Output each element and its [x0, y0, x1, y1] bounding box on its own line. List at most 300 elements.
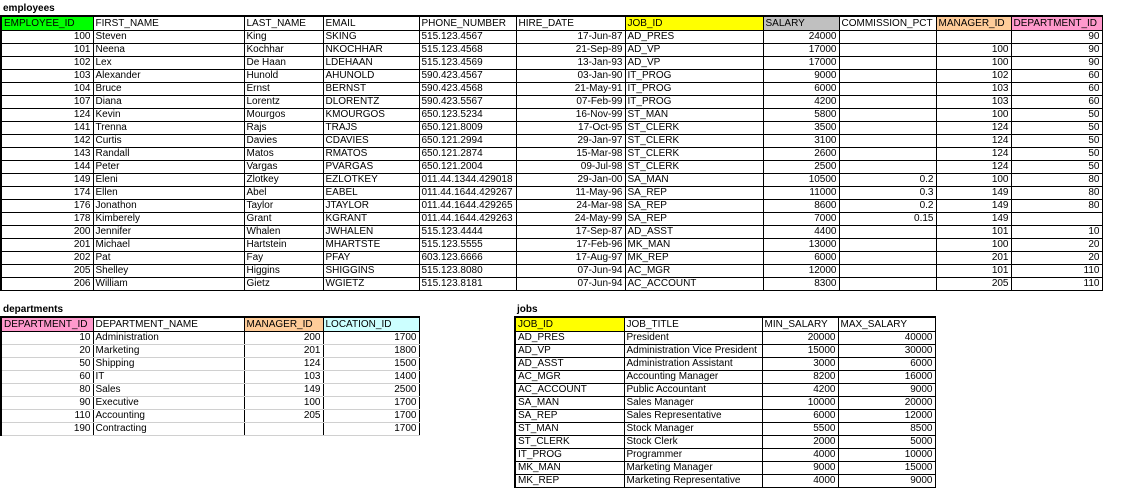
table-cell[interactable]: Lex [93, 57, 244, 70]
table-cell[interactable] [936, 31, 1011, 44]
table-cell[interactable]: AD_VP [625, 44, 763, 57]
table-cell[interactable]: Ellen [93, 187, 244, 200]
table-cell[interactable]: 103 [936, 83, 1011, 96]
table-cell[interactable] [244, 423, 323, 436]
table-cell[interactable]: 144 [1, 161, 93, 174]
table-cell[interactable]: 3500 [763, 122, 839, 135]
employees-header-cell[interactable]: DEPARTMENT_ID [1011, 16, 1102, 31]
table-cell[interactable]: 110 [1, 410, 93, 423]
table-cell[interactable]: 17000 [763, 44, 839, 57]
employees-header-cell[interactable]: EMPLOYEE_ID [1, 16, 93, 31]
table-cell[interactable]: 10 [1, 332, 93, 345]
table-cell[interactable]: MK_REP [625, 252, 763, 265]
table-cell[interactable]: 1700 [323, 423, 419, 436]
departments-header-cell[interactable]: MANAGER_ID [244, 317, 323, 332]
table-cell[interactable]: 8300 [763, 278, 839, 291]
table-cell[interactable]: 201 [1, 239, 93, 252]
table-cell[interactable]: Kevin [93, 109, 244, 122]
table-cell[interactable]: Eleni [93, 174, 244, 187]
table-cell[interactable]: 16-Nov-99 [516, 109, 625, 122]
table-cell[interactable]: 1400 [323, 371, 419, 384]
table-cell[interactable]: IT_PROG [625, 96, 763, 109]
table-cell[interactable] [839, 226, 936, 239]
table-cell[interactable]: Sales Manager [624, 397, 762, 410]
table-cell[interactable]: Ernst [244, 83, 323, 96]
table-cell[interactable]: 30000 [838, 345, 935, 358]
table-cell[interactable]: 50 [1011, 122, 1102, 135]
table-cell[interactable]: AC_MGR [515, 371, 624, 384]
table-cell[interactable]: 100 [1, 31, 93, 44]
table-cell[interactable] [839, 83, 936, 96]
departments-header-cell[interactable]: DEPARTMENT_NAME [93, 317, 244, 332]
table-cell[interactable]: 205 [1, 265, 93, 278]
table-cell[interactable]: AHUNOLD [323, 70, 419, 83]
table-cell[interactable]: 11000 [763, 187, 839, 200]
table-cell[interactable]: 149 [936, 213, 1011, 226]
table-cell[interactable]: 102 [1, 57, 93, 70]
table-cell[interactable]: 17-Sep-87 [516, 226, 625, 239]
departments-header-cell[interactable]: LOCATION_ID [323, 317, 419, 332]
table-cell[interactable]: Fay [244, 252, 323, 265]
table-cell[interactable]: 60 [1, 371, 93, 384]
table-cell[interactable]: 603.123.6666 [419, 252, 516, 265]
table-cell[interactable]: 124 [936, 148, 1011, 161]
table-cell[interactable]: Stock Manager [624, 423, 762, 436]
table-cell[interactable]: Gietz [244, 278, 323, 291]
table-cell[interactable]: IT_PROG [625, 70, 763, 83]
table-cell[interactable]: 650.123.5234 [419, 109, 516, 122]
table-cell[interactable]: 100 [936, 109, 1011, 122]
table-cell[interactable]: PFAY [323, 252, 419, 265]
table-cell[interactable]: Rajs [244, 122, 323, 135]
table-cell[interactable]: Marketing Representative [624, 475, 762, 488]
table-cell[interactable]: 149 [1, 174, 93, 187]
table-cell[interactable]: Vargas [244, 161, 323, 174]
table-cell[interactable]: 24000 [763, 31, 839, 44]
table-cell[interactable]: ST_CLERK [515, 436, 624, 449]
table-cell[interactable]: 101 [936, 265, 1011, 278]
table-cell[interactable]: Contracting [93, 423, 244, 436]
table-cell[interactable] [839, 265, 936, 278]
table-cell[interactable]: ST_MAN [515, 423, 624, 436]
table-cell[interactable]: 50 [1011, 161, 1102, 174]
table-cell[interactable]: 40000 [838, 332, 935, 345]
table-cell[interactable]: Bruce [93, 83, 244, 96]
table-cell[interactable]: 4000 [762, 475, 838, 488]
table-cell[interactable]: 9000 [762, 462, 838, 475]
table-cell[interactable]: Marketing Manager [624, 462, 762, 475]
table-cell[interactable]: Hunold [244, 70, 323, 83]
table-cell[interactable]: 515.123.5555 [419, 239, 516, 252]
table-cell[interactable]: Kimberely [93, 213, 244, 226]
table-cell[interactable]: De Haan [244, 57, 323, 70]
employees-header-cell[interactable]: LAST_NAME [244, 16, 323, 31]
table-cell[interactable]: IT_PROG [625, 83, 763, 96]
table-cell[interactable]: CDAVIES [323, 135, 419, 148]
table-cell[interactable]: AD_PRES [625, 31, 763, 44]
table-cell[interactable]: Alexander [93, 70, 244, 83]
table-cell[interactable]: Higgins [244, 265, 323, 278]
table-cell[interactable]: 103 [1, 70, 93, 83]
table-cell[interactable]: 5800 [763, 109, 839, 122]
table-cell[interactable]: 102 [936, 70, 1011, 83]
table-cell[interactable]: AC_ACCOUNT [515, 384, 624, 397]
employees-header-cell[interactable]: JOB_ID [625, 16, 763, 31]
table-cell[interactable]: 80 [1011, 200, 1102, 213]
table-cell[interactable]: MK_MAN [625, 239, 763, 252]
table-cell[interactable]: 0.15 [839, 213, 936, 226]
table-cell[interactable]: Jennifer [93, 226, 244, 239]
table-cell[interactable]: Matos [244, 148, 323, 161]
table-cell[interactable]: 100 [936, 44, 1011, 57]
table-cell[interactable]: SA_REP [515, 410, 624, 423]
table-cell[interactable]: PVARGAS [323, 161, 419, 174]
table-cell[interactable] [839, 239, 936, 252]
table-cell[interactable]: 90 [1011, 57, 1102, 70]
table-cell[interactable]: 0.3 [839, 187, 936, 200]
table-cell[interactable]: Jonathon [93, 200, 244, 213]
table-cell[interactable]: Davies [244, 135, 323, 148]
table-cell[interactable]: 515.123.4569 [419, 57, 516, 70]
table-cell[interactable]: 5500 [762, 423, 838, 436]
table-cell[interactable]: 206 [1, 278, 93, 291]
table-cell[interactable]: 11-May-96 [516, 187, 625, 200]
table-cell[interactable]: 1500 [323, 358, 419, 371]
table-cell[interactable]: 4000 [762, 449, 838, 462]
table-cell[interactable]: 650.121.2874 [419, 148, 516, 161]
table-cell[interactable]: 110 [1011, 278, 1102, 291]
table-cell[interactable]: 10000 [838, 449, 935, 462]
table-cell[interactable]: 515.123.4568 [419, 44, 516, 57]
table-cell[interactable]: Mourgos [244, 109, 323, 122]
table-cell[interactable]: AD_VP [515, 345, 624, 358]
table-cell[interactable]: KMOURGOS [323, 109, 419, 122]
table-cell[interactable]: SA_MAN [625, 174, 763, 187]
table-cell[interactable]: 101 [936, 226, 1011, 239]
table-cell[interactable]: 12000 [763, 265, 839, 278]
table-cell[interactable]: 103 [936, 96, 1011, 109]
table-cell[interactable]: Zlotkey [244, 174, 323, 187]
table-cell[interactable]: Public Accountant [624, 384, 762, 397]
employees-header-cell[interactable]: MANAGER_ID [936, 16, 1011, 31]
table-cell[interactable]: 60 [1011, 83, 1102, 96]
table-cell[interactable]: 100 [936, 174, 1011, 187]
table-cell[interactable]: 110 [1011, 265, 1102, 278]
table-cell[interactable]: NKOCHHAR [323, 44, 419, 57]
employees-header-cell[interactable]: COMMISSION_PCT [839, 16, 936, 31]
table-cell[interactable]: Diana [93, 96, 244, 109]
table-cell[interactable]: 15-Mar-98 [516, 148, 625, 161]
table-cell[interactable]: MK_REP [515, 475, 624, 488]
table-cell[interactable]: 0.2 [839, 174, 936, 187]
table-cell[interactable]: EZLOTKEY [323, 174, 419, 187]
table-cell[interactable]: Administration [93, 332, 244, 345]
table-cell[interactable]: 10 [1011, 226, 1102, 239]
employees-header-cell[interactable]: EMAIL [323, 16, 419, 31]
table-cell[interactable]: 101 [1, 44, 93, 57]
table-cell[interactable]: 201 [936, 252, 1011, 265]
table-cell[interactable]: 205 [936, 278, 1011, 291]
table-cell[interactable] [839, 161, 936, 174]
table-cell[interactable]: 1700 [323, 397, 419, 410]
table-cell[interactable]: 202 [1, 252, 93, 265]
table-cell[interactable]: AD_PRES [515, 332, 624, 345]
table-cell[interactable]: DLORENTZ [323, 96, 419, 109]
table-cell[interactable]: Kochhar [244, 44, 323, 57]
table-cell[interactable]: 141 [1, 122, 93, 135]
table-cell[interactable]: 03-Jan-90 [516, 70, 625, 83]
table-cell[interactable]: 200 [1, 226, 93, 239]
table-cell[interactable]: 2600 [763, 148, 839, 161]
table-cell[interactable]: 50 [1011, 135, 1102, 148]
table-cell[interactable]: BERNST [323, 83, 419, 96]
table-cell[interactable]: 149 [936, 187, 1011, 200]
table-cell[interactable]: 200 [244, 332, 323, 345]
jobs-header-cell[interactable]: MIN_SALARY [762, 317, 838, 332]
table-cell[interactable]: SHIGGINS [323, 265, 419, 278]
table-cell[interactable]: 60 [1011, 96, 1102, 109]
table-cell[interactable]: SA_REP [625, 213, 763, 226]
table-cell[interactable]: 2500 [323, 384, 419, 397]
table-cell[interactable]: 176 [1, 200, 93, 213]
table-cell[interactable]: Whalen [244, 226, 323, 239]
table-cell[interactable]: 5000 [838, 436, 935, 449]
table-cell[interactable]: Peter [93, 161, 244, 174]
table-cell[interactable]: Steven [93, 31, 244, 44]
table-cell[interactable]: 90 [1011, 44, 1102, 57]
table-cell[interactable]: 1700 [323, 410, 419, 423]
table-cell[interactable]: 650.121.2994 [419, 135, 516, 148]
table-cell[interactable]: Sales [93, 384, 244, 397]
table-cell[interactable]: 143 [1, 148, 93, 161]
jobs-header-cell[interactable]: MAX_SALARY [838, 317, 935, 332]
table-cell[interactable] [839, 135, 936, 148]
table-cell[interactable] [839, 31, 936, 44]
table-cell[interactable]: 9000 [838, 475, 935, 488]
table-cell[interactable]: 20 [1011, 239, 1102, 252]
table-cell[interactable] [839, 278, 936, 291]
table-cell[interactable]: 011.44.1344.429018 [419, 174, 516, 187]
table-cell[interactable]: 1800 [323, 345, 419, 358]
table-cell[interactable]: 80 [1, 384, 93, 397]
table-cell[interactable]: 24-Mar-98 [516, 200, 625, 213]
table-cell[interactable]: 12000 [838, 410, 935, 423]
table-cell[interactable]: 13000 [763, 239, 839, 252]
table-cell[interactable]: Shelley [93, 265, 244, 278]
table-cell[interactable]: Stock Clerk [624, 436, 762, 449]
table-cell[interactable]: 09-Jul-98 [516, 161, 625, 174]
table-cell[interactable]: EABEL [323, 187, 419, 200]
table-cell[interactable] [839, 252, 936, 265]
table-cell[interactable]: 7000 [763, 213, 839, 226]
table-cell[interactable]: IT_PROG [515, 449, 624, 462]
table-cell[interactable]: 100 [936, 57, 1011, 70]
table-cell[interactable]: 4400 [763, 226, 839, 239]
table-cell[interactable]: 124 [936, 122, 1011, 135]
table-cell[interactable]: Accounting Manager [624, 371, 762, 384]
table-cell[interactable]: 29-Jan-00 [516, 174, 625, 187]
departments-header-cell[interactable]: DEPARTMENT_ID [1, 317, 93, 332]
table-cell[interactable]: Shipping [93, 358, 244, 371]
table-cell[interactable]: 0.2 [839, 200, 936, 213]
employees-header-cell[interactable]: FIRST_NAME [93, 16, 244, 31]
table-cell[interactable]: King [244, 31, 323, 44]
table-cell[interactable]: 103 [244, 371, 323, 384]
table-cell[interactable] [1011, 213, 1102, 226]
table-cell[interactable]: Abel [244, 187, 323, 200]
table-cell[interactable]: 190 [1, 423, 93, 436]
table-cell[interactable] [839, 70, 936, 83]
table-cell[interactable]: Grant [244, 213, 323, 226]
jobs-header-cell[interactable]: JOB_TITLE [624, 317, 762, 332]
table-cell[interactable]: AD_VP [625, 57, 763, 70]
table-cell[interactable]: 3000 [762, 358, 838, 371]
employees-header-cell[interactable]: PHONE_NUMBER [419, 16, 516, 31]
table-cell[interactable]: 1700 [323, 332, 419, 345]
table-cell[interactable]: 80 [1011, 187, 1102, 200]
table-cell[interactable]: 60 [1011, 70, 1102, 83]
table-cell[interactable]: Administration Assistant [624, 358, 762, 371]
table-cell[interactable]: 124 [936, 161, 1011, 174]
table-cell[interactable] [839, 122, 936, 135]
table-cell[interactable]: 011.44.1644.429265 [419, 200, 516, 213]
table-cell[interactable]: 07-Feb-99 [516, 96, 625, 109]
employees-header-cell[interactable]: HIRE_DATE [516, 16, 625, 31]
table-cell[interactable]: 21-May-91 [516, 83, 625, 96]
table-cell[interactable]: 590.423.5567 [419, 96, 516, 109]
table-cell[interactable]: 9000 [838, 384, 935, 397]
table-cell[interactable] [839, 109, 936, 122]
table-cell[interactable]: SA_MAN [515, 397, 624, 410]
table-cell[interactable]: 590.423.4567 [419, 70, 516, 83]
table-cell[interactable]: 149 [936, 200, 1011, 213]
table-cell[interactable]: Administration Vice President [624, 345, 762, 358]
table-cell[interactable]: ST_CLERK [625, 122, 763, 135]
table-cell[interactable]: Marketing [93, 345, 244, 358]
table-cell[interactable]: William [93, 278, 244, 291]
table-cell[interactable]: 4200 [763, 96, 839, 109]
table-cell[interactable]: MK_MAN [515, 462, 624, 475]
table-cell[interactable]: AC_ACCOUNT [625, 278, 763, 291]
table-cell[interactable]: 17000 [763, 57, 839, 70]
table-cell[interactable]: 104 [1, 83, 93, 96]
table-cell[interactable]: 20000 [762, 332, 838, 345]
table-cell[interactable]: 201 [244, 345, 323, 358]
table-cell[interactable]: SA_REP [625, 187, 763, 200]
table-cell[interactable]: 3100 [763, 135, 839, 148]
table-cell[interactable]: 2500 [763, 161, 839, 174]
table-cell[interactable]: 90 [1011, 31, 1102, 44]
table-cell[interactable]: 29-Jan-97 [516, 135, 625, 148]
table-cell[interactable]: 124 [244, 358, 323, 371]
table-cell[interactable]: ST_CLERK [625, 148, 763, 161]
table-cell[interactable]: 011.44.1644.429263 [419, 213, 516, 226]
table-cell[interactable]: 24-May-99 [516, 213, 625, 226]
table-cell[interactable]: 16000 [838, 371, 935, 384]
table-cell[interactable]: 17-Aug-97 [516, 252, 625, 265]
table-cell[interactable]: Taylor [244, 200, 323, 213]
table-cell[interactable]: WGIETZ [323, 278, 419, 291]
table-cell[interactable]: 149 [244, 384, 323, 397]
table-cell[interactable]: Accounting [93, 410, 244, 423]
table-cell[interactable]: Curtis [93, 135, 244, 148]
table-cell[interactable]: Executive [93, 397, 244, 410]
table-cell[interactable]: 17-Oct-95 [516, 122, 625, 135]
table-cell[interactable]: TRAJS [323, 122, 419, 135]
table-cell[interactable]: 6000 [762, 410, 838, 423]
table-cell[interactable]: 17-Jun-87 [516, 31, 625, 44]
table-cell[interactable]: 4200 [762, 384, 838, 397]
table-cell[interactable]: 50 [1, 358, 93, 371]
table-cell[interactable]: SA_REP [625, 200, 763, 213]
table-cell[interactable]: KGRANT [323, 213, 419, 226]
table-cell[interactable]: 10500 [763, 174, 839, 187]
table-cell[interactable]: AD_ASST [515, 358, 624, 371]
table-cell[interactable]: 6000 [763, 83, 839, 96]
table-cell[interactable]: 124 [1, 109, 93, 122]
table-cell[interactable]: 6000 [763, 252, 839, 265]
table-cell[interactable]: 90 [1, 397, 93, 410]
table-cell[interactable]: 50 [1011, 148, 1102, 161]
table-cell[interactable]: 07-Jun-94 [516, 278, 625, 291]
table-cell[interactable]: Pat [93, 252, 244, 265]
table-cell[interactable]: Neena [93, 44, 244, 57]
table-cell[interactable]: Michael [93, 239, 244, 252]
table-cell[interactable]: 6000 [838, 358, 935, 371]
table-cell[interactable]: MHARTSTE [323, 239, 419, 252]
table-cell[interactable]: 107 [1, 96, 93, 109]
table-cell[interactable]: 650.121.8009 [419, 122, 516, 135]
table-cell[interactable]: RMATOS [323, 148, 419, 161]
table-cell[interactable]: LDEHAAN [323, 57, 419, 70]
table-cell[interactable] [839, 44, 936, 57]
table-cell[interactable]: 515.123.8080 [419, 265, 516, 278]
table-cell[interactable]: 10000 [762, 397, 838, 410]
table-cell[interactable]: ST_MAN [625, 109, 763, 122]
table-cell[interactable]: ST_CLERK [625, 161, 763, 174]
table-cell[interactable]: 20000 [838, 397, 935, 410]
jobs-header-cell[interactable]: JOB_ID [515, 317, 624, 332]
table-cell[interactable]: IT [93, 371, 244, 384]
table-cell[interactable]: President [624, 332, 762, 345]
table-cell[interactable]: 174 [1, 187, 93, 200]
table-cell[interactable]: JTAYLOR [323, 200, 419, 213]
table-cell[interactable]: AC_MGR [625, 265, 763, 278]
table-cell[interactable]: 2000 [762, 436, 838, 449]
table-cell[interactable]: 17-Feb-96 [516, 239, 625, 252]
table-cell[interactable]: Randall [93, 148, 244, 161]
table-cell[interactable]: 15000 [838, 462, 935, 475]
table-cell[interactable]: 515.123.4444 [419, 226, 516, 239]
table-cell[interactable]: 100 [244, 397, 323, 410]
table-cell[interactable]: Trenna [93, 122, 244, 135]
table-cell[interactable] [839, 57, 936, 70]
table-cell[interactable]: Hartstein [244, 239, 323, 252]
table-cell[interactable]: 515.123.8181 [419, 278, 516, 291]
table-cell[interactable]: 20 [1, 345, 93, 358]
table-cell[interactable]: 9000 [763, 70, 839, 83]
table-cell[interactable]: SKING [323, 31, 419, 44]
table-cell[interactable]: 13-Jan-93 [516, 57, 625, 70]
table-cell[interactable]: 07-Jun-94 [516, 265, 625, 278]
table-cell[interactable]: 011.44.1644.429267 [419, 187, 516, 200]
table-cell[interactable] [839, 148, 936, 161]
table-cell[interactable]: Lorentz [244, 96, 323, 109]
table-cell[interactable]: 142 [1, 135, 93, 148]
table-cell[interactable]: 650.121.2004 [419, 161, 516, 174]
table-cell[interactable]: 80 [1011, 174, 1102, 187]
table-cell[interactable] [839, 96, 936, 109]
